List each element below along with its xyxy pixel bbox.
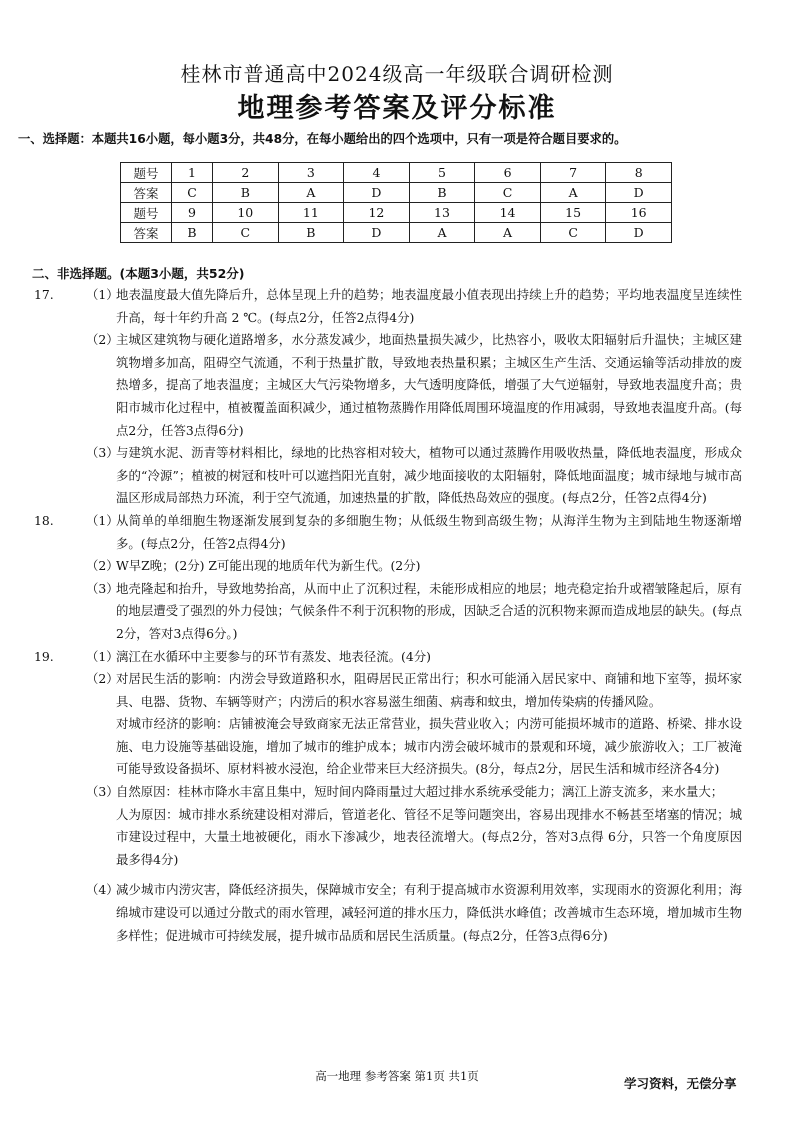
row-label: 答案: [121, 183, 172, 203]
question-19: [0, 646, 794, 948]
table-cell: 13: [409, 203, 475, 223]
answers-body: [0, 284, 794, 947]
table-cell: D: [606, 223, 672, 243]
answer-text: W早Z晚；(2分) Z可能出现的地质年代为新生代。(2分): [116, 558, 421, 574]
answer-item: [0, 879, 794, 947]
table-cell: 8: [606, 163, 672, 183]
table-cell: A: [409, 223, 475, 243]
row-label: 答案: [121, 223, 172, 243]
table-cell: 3: [278, 163, 344, 183]
table-cell: 5: [409, 163, 475, 183]
question-number: 19.: [34, 648, 54, 664]
answer-text: 减少城市内涝灾害，降低经济损失，保障城市安全；有利于提高城市水资源利用效率，实现雨水的资源化利用；海绵城市建设可以通过分散式的雨水管理，减轻河道的排水压力，降低洪水峰值；改善城市生态环境，增加城市生物多样性；促进城市可持续发展，提升城市品质和居民生活质量。(每点2分，任答3点得6分): [116, 882, 742, 943]
answer-item: [0, 510, 794, 555]
section2-heading: 二、非选择题。(本题3小题，共52分): [32, 266, 245, 281]
table-cell: B: [213, 183, 279, 203]
table-cell: 10: [213, 203, 279, 223]
sub-label: （3）: [86, 580, 119, 596]
sub-label: （1）: [86, 287, 119, 302]
table-row: [121, 183, 672, 203]
answer-text: 对城市经济的影响：店铺被淹会导致商家无法正常营业，损失营业收入；内涝可能损坏城市的道路、桥梁、排水设施、电力设施等基础设施，增加了城市的维护成本；城市内涝会破坏城市的景观和环境，减少旅游收入；工厂被淹可能导致设备损坏、原材料被水浸泡，给企业带来巨大经济损失。(8分，每点2分，居民生活和城市经济各4分): [116, 716, 742, 777]
table-cell: 6: [475, 163, 541, 183]
share-note: 学习资料，无偿分享: [624, 1076, 737, 1091]
table-row: [121, 223, 672, 243]
table-cell: 15: [540, 203, 606, 223]
table-cell: 2: [213, 163, 279, 183]
exam-title: 桂林市普通高中2024级高一年级联合调研检测: [180, 62, 614, 86]
row-label: 题号: [121, 163, 172, 183]
table-cell: 7: [540, 163, 606, 183]
answer-item: [0, 284, 794, 329]
table-cell: D: [344, 223, 410, 243]
sub-label: （3）: [86, 784, 119, 800]
answer-item: [0, 668, 794, 713]
answer-item: [0, 646, 794, 669]
table-row: [121, 203, 672, 223]
table-cell: 12: [344, 203, 410, 223]
question-17: [0, 284, 794, 510]
sub-label: （2）: [86, 671, 119, 687]
answer-item: [0, 781, 794, 804]
answer-text: 地壳隆起和抬升，导致地势抬高，从而中止了沉积过程，未能形成相应的地层；地壳稳定抬升或褶皱隆起后，原有的地层遭受了强烈的外力侵蚀；气候条件不利于沉积物的形成，因缺乏合适的沉积物来源而造成地层的缺失。(每点2分，答对3点得6分。): [116, 580, 742, 641]
answer-text: 自然原因：桂林市降水丰富且集中，短时间内降雨量过大超过排水系统承受能力；漓江上游支流多，来水量大；: [116, 784, 724, 800]
answer-text: 地表温度最大值先降后升，总体呈现上升的趋势；地表温度最小值表现出持续上升的趋势；平均地表温度呈连续性升高，每十年约升高 2 ℃。(每点2分，任答2点得4分): [116, 287, 742, 325]
table-cell: D: [606, 183, 672, 203]
question-number: 17.: [34, 287, 54, 302]
table-cell: A: [540, 183, 606, 203]
table-cell: C: [172, 183, 213, 203]
table-cell: C: [540, 223, 606, 243]
section1-heading: 一、选择题：本题共16小题，每小题3分，共48分，在每小题给出的四个选项中，只有一项是符合题目要求的。: [18, 132, 627, 146]
table-cell: C: [475, 183, 541, 203]
answer-text: 人为原因：城市排水系统建设相对滞后，管道老化、管径不足等问题突出，容易出现排水不畅甚至堵塞的情况；城市建设过程中，大量土地被硬化，雨水下渗减少，地表径流增大。(每点2分，答对3点得 6分，只答一个角度原因最多得4分): [116, 806, 742, 867]
question-18: [0, 510, 794, 646]
table-cell: B: [172, 223, 213, 243]
answer-item: [0, 329, 794, 442]
table-cell: B: [278, 223, 344, 243]
answer-text: 与建筑水泥、沥青等材料相比，绿地的比热容相对较大，植物可以通过蒸腾作用吸收热量，降低地表温度，形成众多的“冷源”；植被的树冠和枝叶可以遮挡阳光直射，减少地面接收的太阳辐射，降低地面温度；城市绿地与城市高温区形成局部热力环流，利于空气流通，加速热量的扩散，降低热岛效应的强度。(每点2分，任答2点得4分): [116, 445, 742, 506]
table-cell: D: [344, 183, 410, 203]
answer-text: 对居民生活的影响：内涝会导致道路积水，阻碍居民正常出行；积水可能涌入居民家中、商铺和地下室等，损坏家具、电器、货物、车辆等财产；内涝后的积水容易滋生细菌、病毒和蚊虫，增加传染病的传播风险。: [116, 671, 742, 709]
answer-text: 漓江在水循环中主要参与的环节有蒸发、地表径流。(4分): [116, 648, 431, 664]
table-cell: B: [409, 183, 475, 203]
table-cell: 14: [475, 203, 541, 223]
sub-label: （3）: [86, 445, 119, 461]
row-label: 题号: [121, 203, 172, 223]
sub-label: （2）: [86, 332, 119, 348]
table-cell: C: [213, 223, 279, 243]
answer-text: 从简单的单细胞生物逐渐发展到复杂的多细胞生物；从低级生物到高级生物；从海洋生物为主到陆地生物逐渐增多。(每点2分，任答2点得4分): [116, 512, 742, 551]
question-number: 18.: [34, 512, 54, 528]
sub-label: （4）: [86, 882, 119, 898]
answer-item: [0, 555, 794, 578]
answer-item: [0, 578, 794, 646]
page-footer: 高一地理 参考答案 第1页 共1页: [315, 1069, 479, 1083]
table-cell: A: [278, 183, 344, 203]
table-cell: 16: [606, 203, 672, 223]
table-cell: A: [475, 223, 541, 243]
sub-label: （1）: [86, 512, 119, 528]
sub-label: （1）: [86, 648, 119, 664]
table-cell: 9: [172, 203, 213, 223]
answer-table: [120, 162, 672, 243]
table-cell: 1: [172, 163, 213, 183]
sub-label: （2）: [86, 558, 119, 574]
answer-item: [0, 442, 794, 510]
table-row: [121, 163, 672, 183]
answer-text: 主城区建筑物与硬化道路增多，水分蒸发减少，地面热量损失减少，比热容小，吸收太阳辐射后升温快；主城区建筑物增多加高，阻碍空气流通，不利于热量扩散，导致地表热量积累；主城区生产生活、交通运输等活动排放的废热增多，提高了地表温度；主城区大气污染物增多，大气透明度降低，增强了大气逆辐射，导致地表温度升高；贵阳市城市化过程中，植被覆盖面积减少，通过植物蒸腾作用降低周围环境温度的作用减弱，导致地表温度升高。(每点2分，任答3点得6分): [116, 332, 742, 438]
table-cell: 4: [344, 163, 410, 183]
table-cell: 11: [278, 203, 344, 223]
document-title: 地理参考答案及评分标准: [237, 93, 557, 124]
